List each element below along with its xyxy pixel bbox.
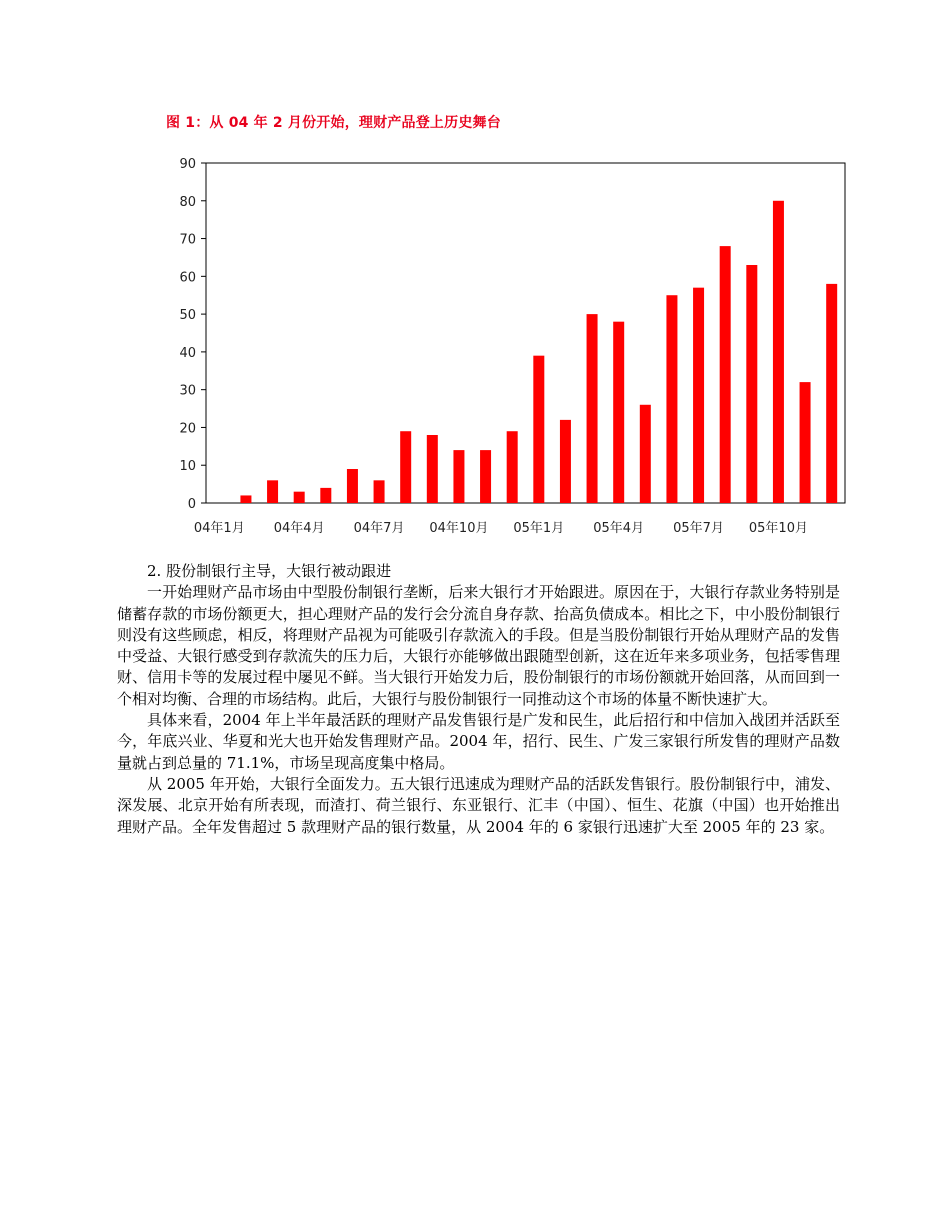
y-tick-label: 40 bbox=[179, 345, 196, 361]
section-heading: 2. 股份制银行主导，大银行被动跟进 bbox=[147, 562, 392, 580]
bar bbox=[746, 265, 757, 503]
y-tick-label: 80 bbox=[179, 194, 196, 210]
x-tick-label: 04年1月 bbox=[193, 521, 245, 536]
bar bbox=[533, 356, 544, 503]
bar bbox=[773, 201, 784, 503]
bar bbox=[400, 431, 411, 503]
paragraph-3: 从 2005 年开始，大银行全面发力。五大银行迅速成为理财产品的活跃发售银行。股份制银行中，浦发、深发展、北京开始有所表现，而渣打、荷兰银行、东亚银行、汇丰（中国）、恒生、花旗（中国）也开始推出理财产品。全年发售超过 5 款理财产品的银行数量，从 2004 年的 6 家银行迅速扩大至 2005 年的 23 家。 bbox=[117, 774, 840, 836]
bar bbox=[453, 450, 464, 503]
bar bbox=[720, 246, 731, 503]
bar bbox=[320, 488, 331, 503]
y-tick-label: 0 bbox=[187, 497, 196, 512]
x-tick-label: 05年7月 bbox=[673, 521, 724, 536]
bar bbox=[374, 480, 385, 503]
bar bbox=[267, 480, 278, 503]
bar bbox=[640, 405, 651, 503]
bar bbox=[666, 295, 677, 503]
bar bbox=[826, 284, 837, 503]
bar bbox=[480, 450, 491, 503]
bar bbox=[507, 431, 518, 503]
bar bbox=[693, 288, 704, 503]
x-tick-label: 04年4月 bbox=[273, 521, 325, 536]
y-tick-label: 30 bbox=[179, 383, 196, 399]
x-tick-label: 05年4月 bbox=[593, 521, 645, 536]
x-tick-label: 05年10月 bbox=[748, 521, 808, 536]
bar bbox=[613, 322, 624, 503]
y-tick-label: 90 bbox=[179, 157, 196, 172]
article-body bbox=[117, 561, 840, 838]
y-tick-label: 20 bbox=[179, 421, 196, 437]
bar bbox=[427, 435, 438, 503]
bar bbox=[347, 469, 358, 503]
bar bbox=[560, 420, 571, 503]
bar bbox=[587, 314, 598, 503]
y-tick-label: 50 bbox=[179, 308, 196, 324]
x-tick-label: 04年10月 bbox=[429, 521, 489, 536]
paragraph-1: 一开始理财产品市场由中型股份制银行垄断，后来大银行才开始跟进。原因在于，大银行存款业务特别是储蓄存款的市场份额更大，担心理财产品的发行会分流自身存款、抬高负债成本。相比之下，中小股份制银行则没有这些顾虑，相反，将理财产品视为可能吸引存款流入的手段。但是当股份制银行开始从理财产品的发售中受益、大银行感受到存款流失的压力后，大银行亦能够做出跟随型创新，这在近年来多项业务，包括零售理财、信用卡等的发展过程中屡见不鲜。当大银行开始发力后，股份制银行的市场份额就开始回落，从而回到一个相对均衡、合理的市场结构。此后，大银行与股份制银行一同推动这个市场的体量不断快速扩大。 bbox=[117, 583, 840, 708]
bar bbox=[240, 495, 251, 503]
bar bbox=[294, 492, 305, 503]
bar bbox=[800, 382, 811, 503]
y-tick-label: 70 bbox=[179, 232, 196, 248]
x-tick-label: 05年1月 bbox=[513, 521, 565, 536]
figure-title: 图 1：从 04 年 2 月份开始，理财产品登上历史舞台 bbox=[166, 115, 501, 131]
x-tick-label: 04年7月 bbox=[353, 521, 405, 536]
y-tick-label: 60 bbox=[179, 270, 196, 286]
bar-chart bbox=[160, 148, 860, 548]
paragraph-2: 具体来看，2004 年上半年最活跃的理财产品发售银行是广发和民生，此后招行和中信加入战团并活跃至今，年底兴业、华夏和光大也开始发售理财产品。2004 年，招行、民生、广发三家银行所发售的理财产品数量就占到总量的 71.1%，市场呈现高度集中格局。 bbox=[117, 711, 840, 772]
y-tick-label: 10 bbox=[179, 459, 196, 475]
